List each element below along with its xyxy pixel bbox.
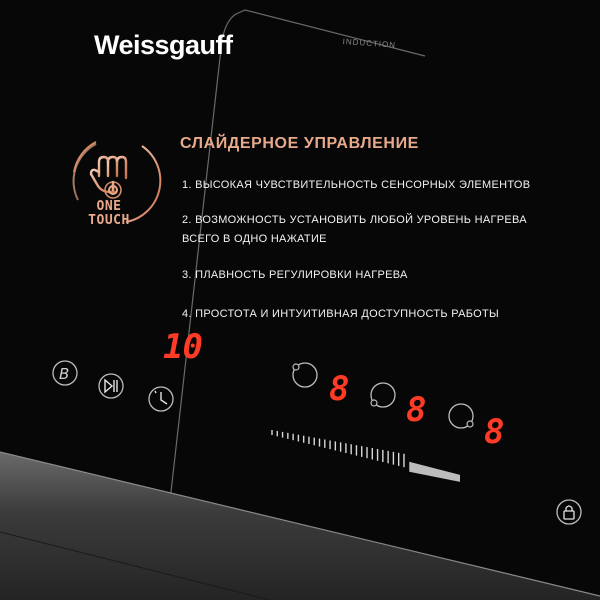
zone-selector-icon bbox=[371, 400, 377, 406]
timer-display: 10 bbox=[163, 327, 202, 367]
boost-button-label: B bbox=[59, 365, 70, 383]
section-title: СЛАЙДЕРНОЕ УПРАВЛЕНИЕ bbox=[180, 135, 419, 152]
zone-3-select-button[interactable] bbox=[449, 404, 473, 428]
zone-1-select-button[interactable] bbox=[293, 363, 317, 387]
zone-selector-icon bbox=[293, 364, 299, 370]
lock-icon bbox=[564, 506, 574, 519]
lock-button[interactable] bbox=[557, 500, 581, 524]
heat-level-slider[interactable] bbox=[272, 430, 460, 482]
feature-item: 4. ПРОСТОТА И ИНТУИТИВНАЯ ДОСТУПНОСТЬ РАБОТЫ bbox=[182, 308, 500, 320]
zone-2-select-button[interactable] bbox=[371, 383, 395, 407]
zone-3-display: 8 bbox=[484, 412, 505, 452]
badge-text-one: ONE bbox=[96, 199, 122, 214]
zone-1-display: 8 bbox=[329, 369, 350, 409]
zone-2-display: 8 bbox=[406, 390, 427, 430]
zone-label: INDUCTION bbox=[342, 37, 397, 50]
feature-item: 3. ПЛАВНОСТЬ РЕГУЛИРОВКИ НАГРЕВА bbox=[182, 269, 408, 281]
brand-logo: Weissgauff bbox=[94, 30, 233, 60]
feature-item-continuation: ВСЕГО В ОДНО НАЖАТИЕ bbox=[182, 233, 327, 245]
play-pause-icon bbox=[105, 380, 117, 392]
badge-text-touch: TOUCH bbox=[88, 213, 130, 228]
clock-icon bbox=[155, 391, 167, 404]
slider-fill bbox=[409, 462, 460, 482]
boost-button[interactable] bbox=[53, 361, 77, 385]
zone-selector-icon bbox=[467, 421, 473, 427]
play-pause-button[interactable] bbox=[99, 374, 123, 398]
timer-button[interactable] bbox=[149, 387, 173, 411]
feature-item: 1. ВЫСОКАЯ ЧУВСТВИТЕЛЬНОСТЬ СЕНСОРНЫХ ЭЛЕМЕНТОВ bbox=[182, 179, 531, 191]
feature-item: 2. ВОЗМОЖНОСТЬ УСТАНОВИТЬ ЛЮБОЙ УРОВЕНЬ НАГРЕВА bbox=[182, 214, 527, 226]
